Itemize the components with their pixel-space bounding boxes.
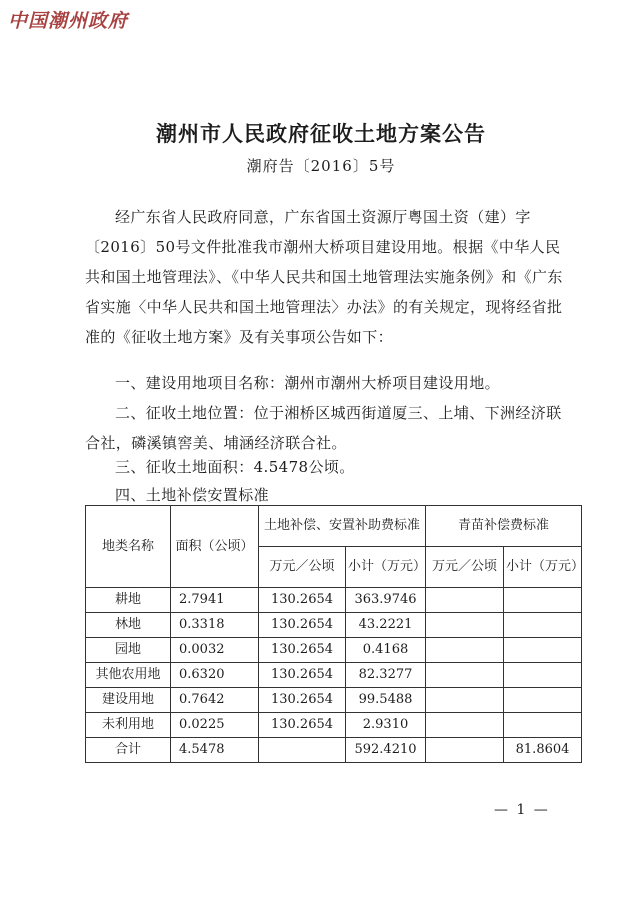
header-land-compensation: 土地补偿、安置补助费标准 — [259, 506, 426, 547]
cell-crop-subtotal — [504, 663, 582, 688]
table-row — [86, 638, 582, 663]
document-title: 潮州市人民政府征收土地方案公告 — [156, 121, 486, 146]
header-land-unit: 万元／公顷 — [259, 547, 346, 588]
cell-land-unit: 130.2654 — [259, 638, 346, 663]
header-crop-unit: 万元／公顷 — [426, 547, 504, 588]
cell-crop-subtotal — [504, 638, 582, 663]
header-category: 地类名称 — [86, 506, 171, 588]
cell-crop-unit — [426, 588, 504, 613]
document-number: 潮府告〔2016〕5号 — [246, 157, 396, 175]
cell-land-subtotal: 82.3277 — [346, 663, 426, 688]
cell-area: 0.0032 — [171, 638, 259, 663]
cell-area: 0.0225 — [171, 713, 259, 738]
cell-category: 园地 — [86, 638, 171, 663]
cell-crop-subtotal — [504, 713, 582, 738]
table-row — [86, 713, 582, 738]
cell-crop-unit — [426, 713, 504, 738]
cell-land-subtotal: 99.5488 — [346, 688, 426, 713]
cell-land-subtotal: 592.4210 — [346, 738, 426, 763]
cell-crop-unit — [426, 638, 504, 663]
cell-area: 0.7642 — [171, 688, 259, 713]
cell-category: 建设用地 — [86, 688, 171, 713]
cell-category: 林地 — [86, 613, 171, 638]
cell-area: 4.5478 — [171, 738, 259, 763]
cell-land-unit: 130.2654 — [259, 613, 346, 638]
cell-category: 其他农用地 — [86, 663, 171, 688]
cell-crop-unit — [426, 663, 504, 688]
cell-category: 耕地 — [86, 588, 171, 613]
cell-crop-subtotal — [504, 613, 582, 638]
intro-paragraph: 经广东省人民政府同意，广东省国土资源厅粤国土资（建）字〔2016〕50号文件批准我市潮州大桥项目建设用地。根据《中华人民共和国土地管理法》、《中华人民共和国土地管理法实施条例》和《广东省实施〈中华人民共和国土地管理法〉办法》的有关规定，现将经省批准的《征收土地方案》及有关事项公告如下： — [85, 208, 563, 346]
item-project-name: 一、建设用地项目名称：潮州市潮州大桥项目建设用地。 — [115, 374, 501, 392]
header-crop-subtotal: 小计（万元） — [504, 547, 582, 588]
cell-land-subtotal: 363.9746 — [346, 588, 426, 613]
item-land-area: 三、征收土地面积：4.5478公顷。 — [115, 458, 355, 476]
cell-crop-subtotal: 81.8604 — [504, 738, 582, 763]
cell-land-unit: 130.2654 — [259, 713, 346, 738]
cell-area: 2.7941 — [171, 588, 259, 613]
item-land-location: 二、征收土地位置：位于湘桥区城西街道厦三、上埔、下洲经济联合社，磷溪镇窖美、埔涵经济联合社。 — [85, 404, 562, 452]
cell-land-unit: 130.2654 — [259, 688, 346, 713]
item-compensation-heading: 四、土地补偿安置标准 — [115, 486, 270, 504]
header-land-subtotal: 小计（万元） — [346, 547, 426, 588]
watermark-logo: 中国潮州政府 — [8, 10, 129, 32]
cell-crop-subtotal — [504, 688, 582, 713]
header-area: 面积（公顷） — [171, 506, 259, 588]
cell-category: 未利用地 — [86, 713, 171, 738]
table-row — [86, 663, 582, 688]
page-number: — 1 — — [494, 802, 550, 818]
table-row — [86, 688, 582, 713]
compensation-table — [85, 505, 585, 763]
table-row — [86, 613, 582, 638]
cell-land-unit: 130.2654 — [259, 663, 346, 688]
table-row — [86, 588, 582, 613]
cell-land-subtotal: 43.2221 — [346, 613, 426, 638]
cell-category: 合计 — [86, 738, 171, 763]
cell-land-subtotal: 0.4168 — [346, 638, 426, 663]
cell-area: 0.6320 — [171, 663, 259, 688]
cell-area: 0.3318 — [171, 613, 259, 638]
table-header-row — [86, 506, 582, 547]
cell-crop-subtotal — [504, 588, 582, 613]
cell-crop-unit — [426, 688, 504, 713]
cell-crop-unit — [426, 613, 504, 638]
cell-land-unit: 130.2654 — [259, 588, 346, 613]
cell-crop-unit — [426, 738, 504, 763]
header-crop-compensation: 青苗补偿费标准 — [426, 506, 582, 547]
table-total-row — [86, 738, 582, 763]
cell-land-subtotal: 2.9310 — [346, 713, 426, 738]
cell-land-unit — [259, 738, 346, 763]
